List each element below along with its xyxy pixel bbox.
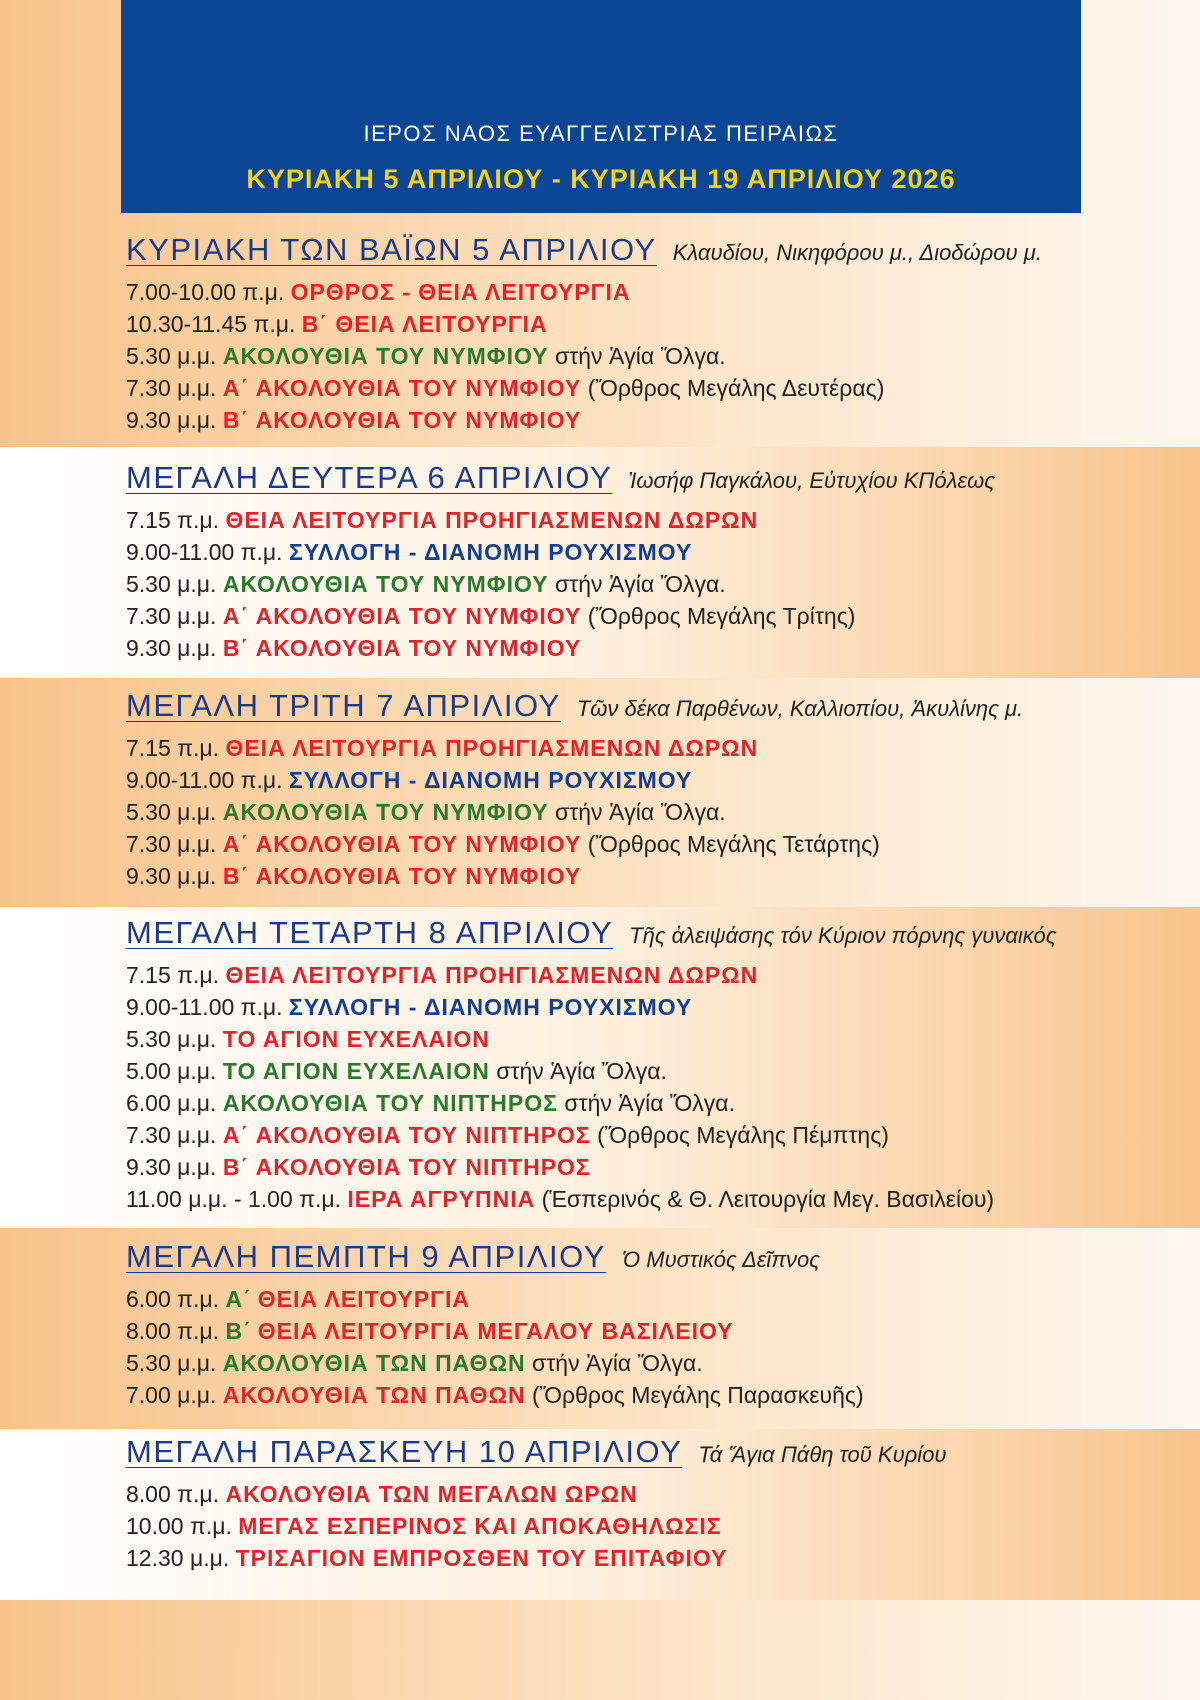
schedule-line bbox=[126, 1315, 1186, 1347]
service-time: 7.30 μ.μ. bbox=[126, 375, 217, 401]
service-name: Β΄ ΑΚΟΛΟΥΘΙΑ ΤΟΥ ΝΥΜΦΙΟΥ bbox=[222, 407, 582, 433]
schedule-line bbox=[126, 1283, 1186, 1315]
service-name: ΘΕΙΑ ΛΕΙΤΟΥΡΓΙΑ ΠΡΟΗΓΙΑΣΜΕΝΩΝ ΔΩΡΩΝ bbox=[225, 962, 759, 988]
day-title: ΜΕΓΑΛΗ ΠΕΜΠΤΗ 9 ΑΠΡΙΛΙΟΥ bbox=[126, 1239, 606, 1274]
service-note: (Ὄρθρος Μεγάλης Δευτέρας) bbox=[587, 375, 885, 401]
service-name: ΘΕΙΑ ΛΕΙΤΟΥΡΓΙΑ ΠΡΟΗΓΙΑΣΜΕΝΩΝ ΔΩΡΩΝ bbox=[225, 735, 759, 761]
service-name: ΑΚΟΛΟΥΘΙΑ ΤΟΥ ΝΥΜΦΙΟΥ bbox=[222, 343, 549, 369]
schedule-line bbox=[126, 504, 1186, 536]
service-name: ΙΕΡΑ ΑΓΡΥΠΝΙΑ bbox=[347, 1186, 536, 1212]
service-name: ΣΥΛΛΟΓΗ - ΔΙΑΝΟΜΗ ΡΟΥΧΙΣΜΟΥ bbox=[288, 994, 693, 1020]
service-name: Β΄ ΑΚΟΛΟΥΘΙΑ ΤΟΥ ΝΥΜΦΙΟΥ bbox=[222, 863, 582, 889]
service-name: ΣΥΛΛΟΓΗ - ΔΙΑΝΟΜΗ ΡΟΥΧΙΣΜΟΥ bbox=[288, 767, 693, 793]
schedule-line bbox=[126, 1478, 1186, 1510]
service-name: ΤΟ ΑΓΙΟΝ ΕΥΧΕΛΑΙΟΝ bbox=[222, 1058, 490, 1084]
saint-commemoration: Τῆς ἀλειψάσης τόν Κύριον πόρνης γυναικός bbox=[629, 923, 1057, 948]
church-name: ΙΕΡΟΣ ΝΑΟΣ ΕΥΑΓΓΕΛΙΣΤΡΙΑΣ ΠΕΙΡΑΙΩΣ bbox=[363, 121, 839, 146]
service-time: 10.30-11.45 π.μ. bbox=[126, 311, 296, 337]
service-name: Α΄ ΑΚΟΛΟΥΘΙΑ ΤΟΥ ΝΥΜΦΙΟΥ bbox=[222, 831, 582, 857]
service-name: ΜΕΓΑΣ ΕΣΠΕΡΙΝΟΣ ΚΑΙ ΑΠΟΚΑΘΗΛΩΣΙΣ bbox=[238, 1513, 722, 1539]
service-time: 7.15 π.μ. bbox=[126, 735, 220, 761]
day-title: ΚΥΡΙΑΚΗ ΤΩΝ ΒΑΪΩΝ 5 ΑΠΡΙΛΙΟΥ bbox=[126, 232, 657, 267]
schedule-line bbox=[126, 536, 1186, 568]
schedule-line bbox=[126, 1379, 1186, 1411]
service-name: ΑΚΟΛΟΥΘΙΑ ΤΩΝ ΠΑΘΩΝ bbox=[222, 1382, 526, 1408]
day-header bbox=[126, 915, 1186, 959]
service-note: στήν Ἁγία Ὄλγα. bbox=[532, 1350, 703, 1376]
day-header bbox=[126, 1239, 1186, 1283]
schedule-line bbox=[126, 568, 1186, 600]
service-name: ΘΕΙΑ ΛΕΙΤΟΥΡΓΙΑ ΠΡΟΗΓΙΑΣΜΕΝΩΝ ΔΩΡΩΝ bbox=[225, 507, 759, 533]
service-time: 5.00 μ.μ. bbox=[126, 1058, 217, 1084]
saint-commemoration: Ἰωσήφ Παγκάλου, Εὐτυχίου ΚΠόλεως bbox=[628, 468, 995, 493]
service-time: 5.30 μ.μ. bbox=[126, 343, 217, 369]
day-section bbox=[126, 232, 1186, 436]
service-name: ΘΕΙΑ ΛΕΙΤΟΥΡΓΙΑ ΜΕΓΑΛΟΥ ΒΑΣΙΛΕΙΟΥ bbox=[257, 1318, 734, 1344]
service-time: 8.00 π.μ. bbox=[126, 1481, 220, 1507]
saint-commemoration: Κλαυδίου, Νικηφόρου μ., Διοδώρου μ. bbox=[672, 240, 1042, 265]
day-title: ΜΕΓΑΛΗ ΤΡΙΤΗ 7 ΑΠΡΙΛΙΟΥ bbox=[126, 688, 561, 723]
day-section bbox=[126, 1434, 1186, 1574]
schedule-line bbox=[126, 276, 1186, 308]
day-title: ΜΕΓΑΛΗ ΠΑΡΑΣΚΕΥΗ 10 ΑΠΡΙΛΙΟΥ bbox=[126, 1434, 683, 1469]
service-note: στήν Ἁγία Ὄλγα. bbox=[554, 571, 726, 597]
saint-commemoration: Ὁ Μυστικός Δεῖπνος bbox=[621, 1247, 820, 1272]
service-name: ΑΚΟΛΟΥΘΙΑ ΤΩΝ ΜΕΓΑΛΩΝ ΩΡΩΝ bbox=[225, 1481, 638, 1507]
service-name: ΤΟ ΑΓΙΟΝ ΕΥΧΕΛΑΙΟΝ bbox=[222, 1026, 490, 1052]
schedule-line bbox=[126, 1510, 1186, 1542]
service-time: 8.00 π.μ. bbox=[126, 1318, 220, 1344]
schedule-line bbox=[126, 1087, 1186, 1119]
schedule-line bbox=[126, 308, 1186, 340]
service-prefix: Α΄ bbox=[225, 1286, 252, 1312]
service-note: στήν Ἁγία Ὄλγα. bbox=[554, 343, 726, 369]
service-time: 7.30 μ.μ. bbox=[126, 1122, 217, 1148]
service-note: (Ὄρθρος Μεγάλης Πέμπτης) bbox=[597, 1122, 889, 1148]
service-time: 9.30 μ.μ. bbox=[126, 407, 217, 433]
schedule-line bbox=[126, 600, 1186, 632]
day-section bbox=[126, 460, 1186, 664]
day-section bbox=[126, 688, 1186, 892]
service-name: ΑΚΟΛΟΥΘΙΑ ΤΟΥ ΝΥΜΦΙΟΥ bbox=[222, 799, 549, 825]
service-time: 6.00 μ.μ. bbox=[126, 1090, 217, 1116]
service-time: 5.30 μ.μ. bbox=[126, 571, 217, 597]
service-time: 9.30 μ.μ. bbox=[126, 635, 217, 661]
service-time: 5.30 μ.μ. bbox=[126, 1026, 217, 1052]
saint-commemoration: Τά Ἅγια Πάθη τοῦ Κυρίου bbox=[698, 1442, 947, 1467]
service-name: Β΄ ΑΚΟΛΟΥΘΙΑ ΤΟΥ ΝΥΜΦΙΟΥ bbox=[222, 635, 582, 661]
schedule-line bbox=[126, 1055, 1186, 1087]
schedule-line bbox=[126, 828, 1186, 860]
background-band bbox=[0, 1600, 1200, 1700]
day-header bbox=[126, 1434, 1186, 1478]
service-time: 7.15 π.μ. bbox=[126, 507, 220, 533]
day-section bbox=[126, 1239, 1186, 1411]
schedule-line bbox=[126, 1183, 1186, 1215]
service-time: 9.00-11.00 π.μ. bbox=[126, 767, 283, 793]
service-time: 7.30 μ.μ. bbox=[126, 831, 217, 857]
header-banner bbox=[121, 0, 1081, 213]
service-note: (Ὄρθρος Μεγάλης Παρασκευῆς) bbox=[532, 1382, 864, 1408]
service-name: ΑΚΟΛΟΥΘΙΑ ΤΟΥ ΝΙΠΤΗΡΟΣ bbox=[222, 1090, 558, 1116]
service-time: 7.15 π.μ. bbox=[126, 962, 220, 988]
service-time: 7.00-10.00 π.μ. bbox=[126, 279, 285, 305]
schedule-line bbox=[126, 632, 1186, 664]
service-name: Α΄ ΑΚΟΛΟΥΘΙΑ ΤΟΥ ΝΥΜΦΙΟΥ bbox=[222, 375, 582, 401]
service-name: ΑΚΟΛΟΥΘΙΑ ΤΩΝ ΠΑΘΩΝ bbox=[222, 1350, 526, 1376]
service-name: ΟΡΘΡΟΣ - ΘΕΙΑ ΛΕΙΤΟΥΡΓΙΑ bbox=[290, 279, 631, 305]
schedule-line bbox=[126, 796, 1186, 828]
service-note: (Ἑσπερινός & Θ. Λειτουργία Μεγ. Βασιλείου) bbox=[541, 1186, 995, 1212]
schedule-line bbox=[126, 991, 1186, 1023]
service-name: Β΄ ΑΚΟΛΟΥΘΙΑ ΤΟΥ ΝΙΠΤΗΡΟΣ bbox=[222, 1154, 591, 1180]
service-note: στήν Ἁγία Ὄλγα. bbox=[554, 799, 726, 825]
schedule-line bbox=[126, 1023, 1186, 1055]
service-time: 7.00 μ.μ. bbox=[126, 1382, 217, 1408]
schedule-line bbox=[126, 404, 1186, 436]
schedule-line bbox=[126, 1151, 1186, 1183]
service-name: ΘΕΙΑ ΛΕΙΤΟΥΡΓΙΑ bbox=[257, 1286, 470, 1312]
schedule-line bbox=[126, 1542, 1186, 1574]
service-time: 5.30 μ.μ. bbox=[126, 1350, 217, 1376]
service-time: 9.30 μ.μ. bbox=[126, 1154, 217, 1180]
service-prefix: Β΄ bbox=[225, 1318, 252, 1344]
service-time: 5.30 μ.μ. bbox=[126, 799, 217, 825]
day-header bbox=[126, 688, 1186, 732]
service-time: 9.00-11.00 π.μ. bbox=[126, 994, 283, 1020]
service-name: ΤΡΙΣΑΓΙΟΝ ΕΜΠΡΟΣΘΕΝ ΤΟΥ ΕΠΙΤΑΦΙΟΥ bbox=[235, 1545, 728, 1571]
service-time: 7.30 μ.μ. bbox=[126, 603, 217, 629]
schedule-line bbox=[126, 1347, 1186, 1379]
schedule-line bbox=[126, 860, 1186, 892]
service-note: (Ὄρθρος Μεγάλης Τετάρτης) bbox=[587, 831, 880, 857]
service-name: ΑΚΟΛΟΥΘΙΑ ΤΟΥ ΝΥΜΦΙΟΥ bbox=[222, 571, 549, 597]
service-time: 9.30 μ.μ. bbox=[126, 863, 217, 889]
day-header bbox=[126, 460, 1186, 504]
day-header bbox=[126, 232, 1186, 276]
day-title: ΜΕΓΑΛΗ ΤΕΤΑΡΤΗ 8 ΑΠΡΙΛΙΟΥ bbox=[126, 915, 614, 950]
saint-commemoration: Τῶν δέκα Παρθένων, Καλλιοπίου, Ἀκυλίνης μ. bbox=[576, 696, 1024, 721]
service-time: 6.00 π.μ. bbox=[126, 1286, 220, 1312]
service-time: 12.30 μ.μ. bbox=[126, 1545, 230, 1571]
service-name: Β΄ ΘΕΙΑ ΛΕΙΤΟΥΡΓΙΑ bbox=[301, 311, 548, 337]
service-note: στήν Ἁγία Ὄλγα. bbox=[564, 1090, 735, 1116]
service-time: 11.00 μ.μ. - 1.00 π.μ. bbox=[126, 1186, 342, 1212]
date-range: ΚΥΡΙΑΚΗ 5 ΑΠΡΙΛΙΟΥ - ΚΥΡΙΑΚΗ 19 ΑΠΡΙΛΙΟΥ 2026 bbox=[246, 164, 956, 194]
service-time: 10.00 π.μ. bbox=[126, 1513, 232, 1539]
schedule-line bbox=[126, 340, 1186, 372]
schedule-line bbox=[126, 732, 1186, 764]
service-note: στήν Ἁγία Ὄλγα. bbox=[496, 1058, 667, 1084]
day-section bbox=[126, 915, 1186, 1215]
schedule-line bbox=[126, 1119, 1186, 1151]
service-note: (Ὄρθρος Μεγάλης Τρίτης) bbox=[587, 603, 856, 629]
schedule-line bbox=[126, 959, 1186, 991]
service-name: Α΄ ΑΚΟΛΟΥΘΙΑ ΤΟΥ ΝΥΜΦΙΟΥ bbox=[222, 603, 582, 629]
service-name: ΣΥΛΛΟΓΗ - ΔΙΑΝΟΜΗ ΡΟΥΧΙΣΜΟΥ bbox=[288, 539, 693, 565]
schedule-line bbox=[126, 764, 1186, 796]
service-time: 9.00-11.00 π.μ. bbox=[126, 539, 283, 565]
schedule-line bbox=[126, 372, 1186, 404]
service-name: Α΄ ΑΚΟΛΟΥΘΙΑ ΤΟΥ ΝΙΠΤΗΡΟΣ bbox=[222, 1122, 591, 1148]
day-title: ΜΕΓΑΛΗ ΔΕΥΤΕΡΑ 6 ΑΠΡΙΛΙΟΥ bbox=[126, 460, 613, 495]
